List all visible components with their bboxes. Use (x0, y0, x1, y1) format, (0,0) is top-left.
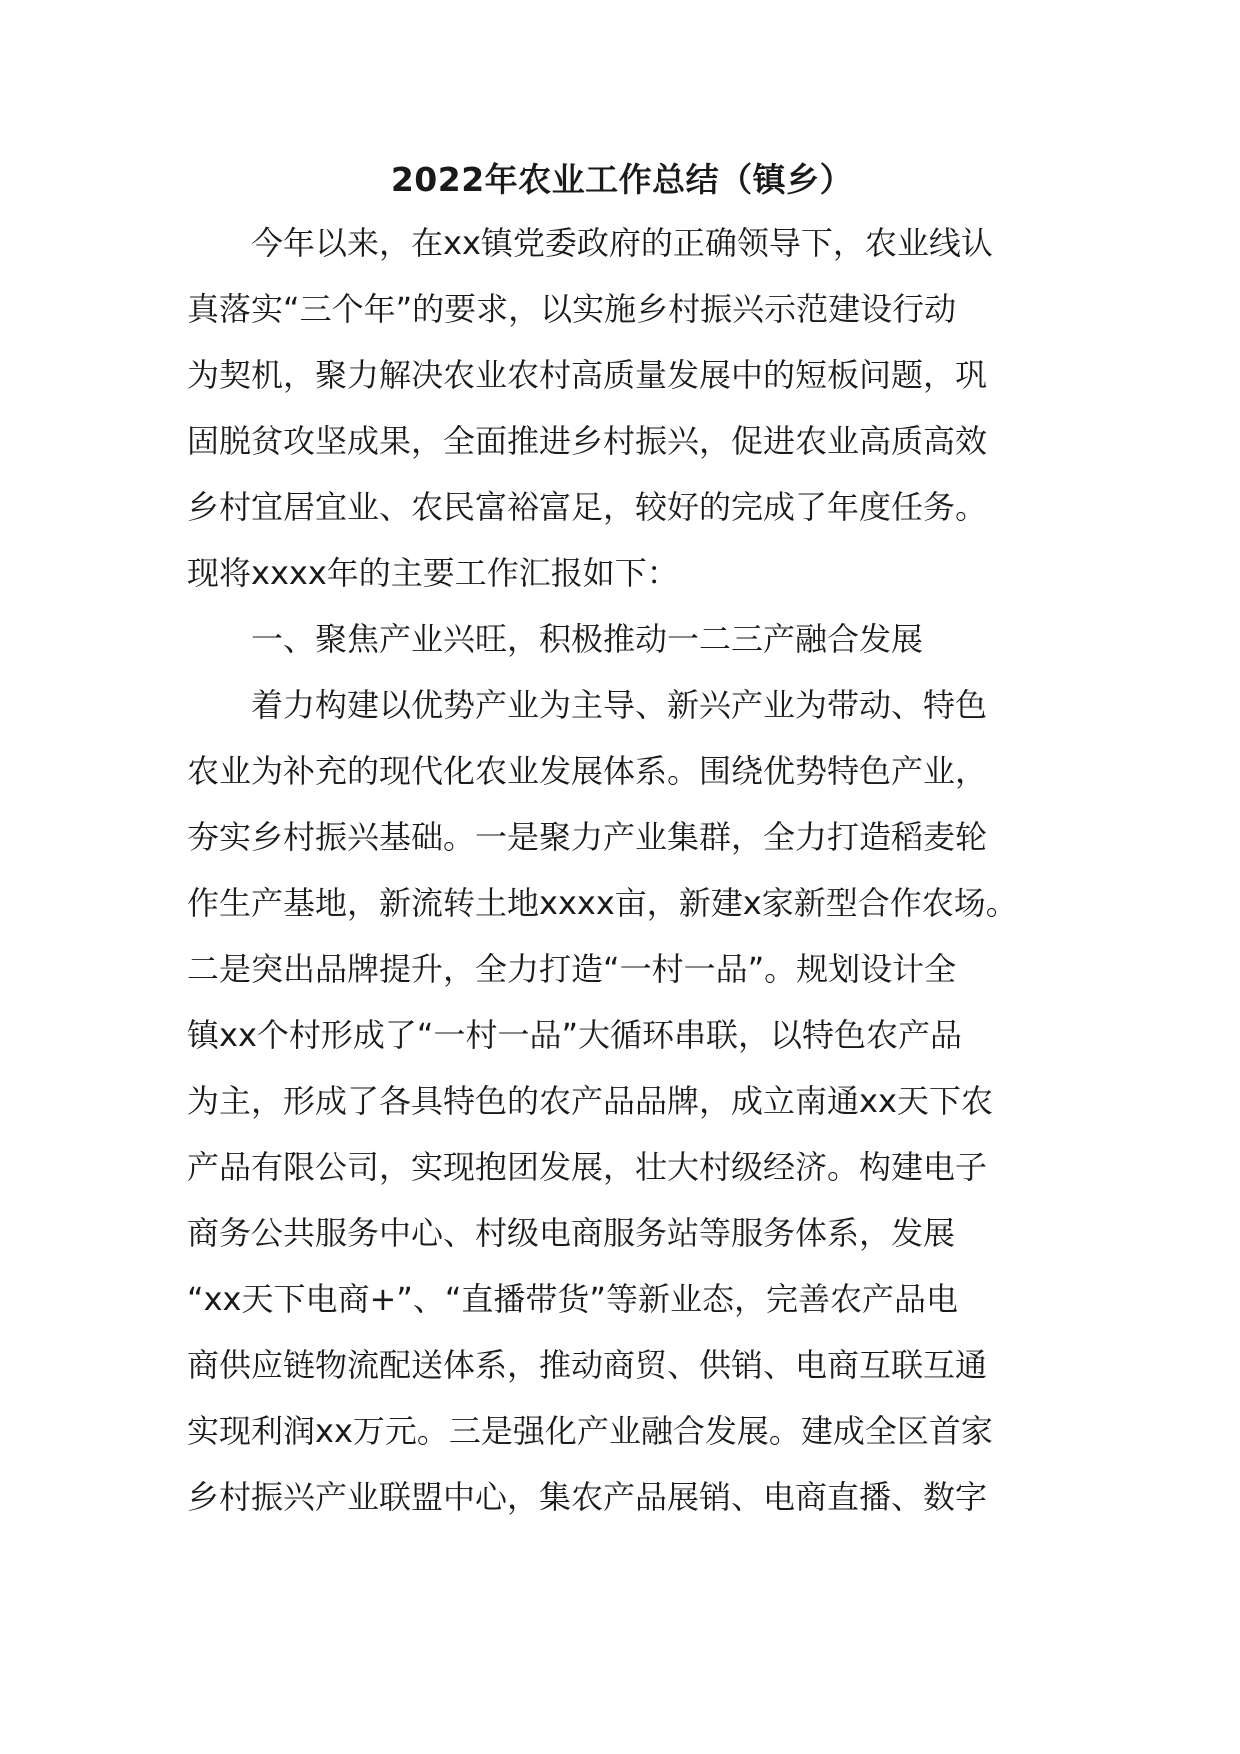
paragraph-line: 真落实“三个年”的要求，以实施乡村振兴示范建设行动 (187, 290, 957, 328)
paragraph-line: 二是突出品牌提升，全力打造“一村一品”。规划设计全 (187, 950, 957, 988)
paragraph-line: 产品有限公司，实现抱团发展，壮大村级经济。构建电子 (187, 1148, 988, 1186)
paragraph-line: 商供应链物流配送体系，推动商贸、供销、电商互联互通 (187, 1346, 988, 1384)
paragraph-line: 乡村宜居宜业、农民富裕富足，较好的完成了年度任务。 (187, 488, 988, 526)
document-body (187, 150, 1057, 1530)
paragraph-line: 乡村振兴产业联盟中心，集农产品展销、电商直播、数字 (187, 1478, 988, 1516)
paragraph-line: 为主，形成了各具特色的农产品品牌，成立南通xx天下农 (187, 1082, 993, 1120)
paragraph-line: 固脱贫攻坚成果，全面推进乡村振兴，促进农业高质高效 (187, 422, 988, 460)
paragraph-line: 为契机，聚力解决农业农村高质量发展中的短板问题，巩 (187, 356, 988, 394)
paragraph-line: 实现利润xx万元。三是强化产业融合发展。建成全区首家 (187, 1412, 993, 1450)
paragraph-line: 着力构建以优势产业为主导、新兴产业为带动、特色 (251, 686, 988, 724)
paragraph-line: 夯实乡村振兴基础。一是聚力产业集群，全力打造稻麦轮 (187, 818, 988, 856)
paragraph-line: 商务公共服务中心、村级电商服务站等服务体系，发展 (187, 1214, 956, 1252)
document-title: 2022年农业工作总结（镇乡） (390, 160, 854, 199)
paragraph-line: 今年以来，在xx镇党委政府的正确领导下，农业线认 (251, 224, 993, 262)
section-heading: 一、聚焦产业兴旺，积极推动一二三产融合发展 (251, 620, 924, 658)
paragraph-line: “xx天下电商+”、“直播带货”等新业态，完善农产品电 (187, 1280, 959, 1318)
paragraph-line: 作生产基地，新流转土地xxxx亩，新建x家新型合作农场。 (187, 884, 1018, 922)
paragraph-line: 现将xxxx年的主要工作汇报如下： (187, 554, 679, 592)
paragraph-line: 农业为补充的现代化农业发展体系。围绕优势特色产业， (187, 752, 988, 790)
paragraph-line: 镇xx个村形成了“一村一品”大循环串联，以特色农产品 (187, 1016, 963, 1054)
